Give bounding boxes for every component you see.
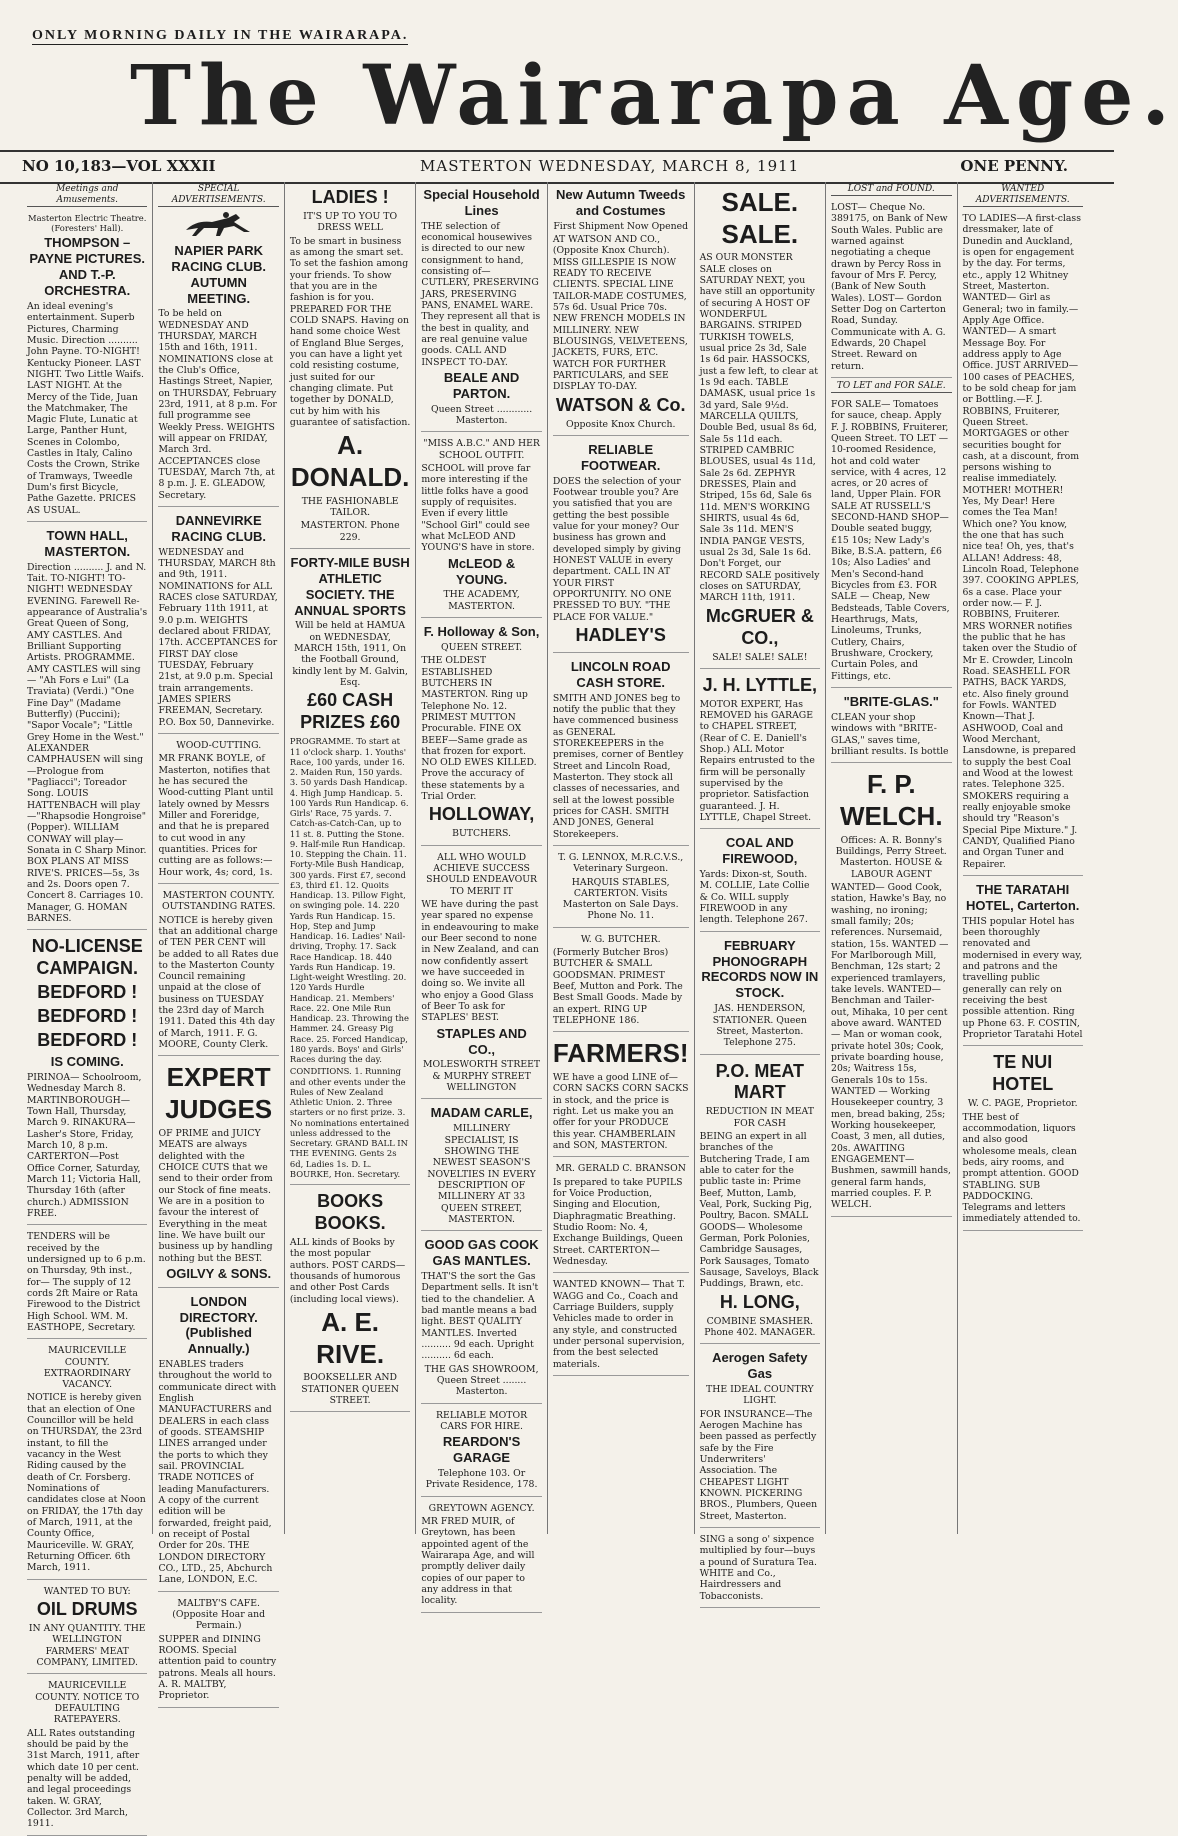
ad-title: FORTY-MILE BUSH ATHLETIC SOCIETY. THE ANNUAL SPORTS [290,554,410,618]
columns [22,182,1088,1830]
ad-body: TENDERS will be received by the undersigned up to 6 p.m. on Thursday, 9th inst., for— The supply of 12 cords 2ft Maire or Rata Firewood to the District High School. WM. M. EASTHOPE, Secretary. [27,1231,146,1333]
ad-gas-mantles [421,1234,541,1403]
ad-title: THOMPSON – PAYNE PICTURES. AND T.-P. ORCHESTRA. [29,235,146,299]
ad-title: REARDON'S GARAGE [442,1434,521,1466]
ad-heading: GREYTOWN AGENCY. [428,1502,535,1514]
ad-heading: MALTBY'S CAFE. (Opposite Hoar and Permain.) [172,1597,266,1632]
ad-body: LOST— Cheque No. 389175, on Bank of New South Wales. Public are warned against negotiating a cheque drawn by Percy Ross in favour of Mrs F. Percy, (Bank of New South Wales). LOST— Gordon Setter Dog on Carterton Road, Sunday. Communicate with A. G. Edwards, 20 Chapel Street. Reward on return. [831,201,948,372]
ad-body: DOES the selection of your Footwear trouble you? Are you satisfied that you are getting the best possible value for your money? Our business has grown and developed simply by giving HONEST VALUE in every department. CALL IN AT YOUR FIRST OPPORTUNITY. NO ONE PRESSED TO BUY. "THE PLACE FOR VALUE." [552,475,681,623]
ad-lincoln-road-store [553,656,689,846]
ad-wood-cutting [158,737,278,884]
ad-title: Special Household Lines [423,187,540,218]
ad-dannevirke-racing [158,510,278,734]
dateline [0,150,1114,184]
ad-to-let [831,396,951,688]
ad-body: WANTED— Good Cook, station, Hawke's Bay, no washing, no ironing; small family; 20s; references. Nursemaid, station, 15s. WANTED — For Marlborough Mill, Benchman, 12s start; 2 experienced tramlayers, take levels. WANTED— Benchman and Tailer-out, Mihaka, 10 per cent above award. WANTED — Man or woman cook, private hotel 30s; Cook, private boarding house, 20s; Waitress 15s, Generals 10s to 15s. WANTED — Working Housekeeper country, 3 men, bread baking, 25s; Working housekeeper, Coast, 3 men, all duties, 20s. AWAITING ENGAGEMENT— Bushmen, sawmill hands, general farm hands, married couples. F. P. WELCH. [831,881,951,1211]
ad-address: Opposite Knox Church. [565,418,676,430]
ad-body: FOR INSURANCE—The Aerogen Machine has been passed as perfectly safe by the Fire Underwriters' Association. The CHEAPEST LIGHT KNOWN. PICKERING BROS., Plumbers, Queen Street, Masterton. [699,1408,818,1522]
ad-wagg [553,1276,689,1376]
ad-oil-drums [27,1583,147,1675]
ad-body: SCHOOL will prove far more interesting if the little folks have a good supply of requisites. Even if every little "School Girl" could see what McLEOD AND YOUNG'S have in store. [421,463,535,554]
ad-heading: T. G. LENNOX, M.R.C.V.S., Veterinary Surgeon. [558,851,684,875]
column-1 [22,182,153,1830]
ad-signature: WATSON & Co. [555,394,686,415]
ad-body: NOTICE is hereby given that an election of One Councillor will be held on THURSDAY, the 23rd instant, to fill the vacancy in the West Riding caused by the death of Cr. Forsberg. Nominations of candidates close at Noon on FRIDAY, the 17th day of March, 1911, at the County Office, Mauriceville. W. GRAY, Returning Officer. 6th March, 1911. [27,1392,146,1574]
section-heading: Meetings and Amusements. [27,184,147,207]
ad-heading: RELIABLE MOTOR CARS FOR HIRE. [436,1409,528,1432]
ad-heading: W. G. BUTCHER. [580,933,661,945]
ad-body: THAT'S the sort the Gas Department sells. It isn't tied to the chandelier. A bad mantle means a bad light. BEST QUALITY MANTLES. Inverted .......... 9d each. Upright .......... 6d each. [421,1270,539,1362]
ad-title: RELIABLE FOOTWEAR. [580,441,661,473]
ad-napier-racing [158,240,278,507]
ad-phonograph [700,935,820,1055]
ad-body: ENABLES traders throughout the world to communicate direct with English MANUFACTURERS and DEALERS in each class of goods. STEAMSHIP LINES arranged under the ports to which they sail. PROVINCIAL TRADE NOTICES of leading Manufacturers. A copy of the current edition will be forwarded, freight paid, on receipt of Postal Order for 20s. THE LONDON DIRECTORY CO., LTD., 25, Abchurch Lane, LONDON, E.C. [158,1359,277,1586]
ad-signature: BEALE AND PARTON. [443,369,520,401]
ad-heading: MASTERTON COUNTY. OUTSTANDING RATES. [161,889,276,913]
ad-body: WE have during the past year spared no expense in endeavouring to make our Beer second to none in New Zealand, and can now confidently assert we have succeeded in doing so. We invite all who enjoy a Good Glass of Beer To ask for STAPLES' BEST. [421,899,539,1024]
ad-title: COAL AND FIREWOOD, [722,835,798,867]
racehorse-illustration [180,210,258,238]
ad-address: MOLESWORTH STREET & MURPHY STREET WELLINGTON [423,1059,541,1094]
column-7 [826,182,957,1534]
ad-subtitle: REDUCTION IN MEAT FOR CASH [705,1106,814,1129]
ad-madam-carle [421,1102,541,1231]
ad-tail: SALE! SALE! SALE! [712,651,808,663]
ad-town-hall [27,525,147,930]
ad-title: GOOD GAS COOK GAS MANTLES. [424,1237,539,1269]
ad-electric-theatre [27,210,147,522]
ad-body: MR FRANK BOYLE, of Masterton, notifies that he has secured the Wood-cutting Plant until lately owned by Messrs Miller and Foreridge, and that he is prepared to cut wood in any quantities. Prices for cutting are as follows:—Hour work, 4s; cord, 1s. [158,753,274,878]
column-4 [416,182,547,1607]
ad-reliable-footwear [553,439,689,653]
ad-subtitle: First Shipment Now Opened [553,220,689,232]
ad-branson [553,1160,689,1273]
ad-body: MOTOR EXPERT, Has REMOVED his GARAGE to CHAPEL STREET, (Rear of C. E. Daniell's Shop.) ALL Motor Repairs entrusted to the firm will be personally supervised by the proprietor. Satisfaction guaranteed. J. H. LYTTLE, Chapel Street. [699,698,815,824]
masthead-title: The Wairarapa Age. [130,48,1178,144]
ad-title: "BRITE-GLAS." [843,694,939,710]
ad-title: P.O. MEAT MART [715,1060,804,1103]
ad-title: LONDON DIRECTORY. (Published Annually.) [179,1293,258,1357]
ad-title: F. Holloway & Son, [423,624,540,640]
ad-body: IN ANY QUANTITY. THE WELLINGTON FARMERS' MEAT COMPANY, LIMITED. [28,1623,146,1668]
ad-title: BOOKS BOOKS. [314,1191,386,1233]
ad-title: EXPERT JUDGES [165,1062,273,1125]
issue-price: ONE PENNY. [960,157,1068,175]
ad-donald-sub: THE FASHIONABLE TAILOR. [301,495,399,518]
ad-signature: STAPLES AND CO., [436,1025,527,1057]
ad-title: THE TARATAHI HOTEL, Carterton. [966,881,1080,913]
ad-county-rates [158,887,278,1057]
ad-signature: H. LONG, [719,1291,800,1312]
ad-cash-prizes: £60 CASH PRIZES £60 [300,690,401,733]
ad-title: New Autumn Tweeds and Costumes [556,187,686,218]
ad-heading: WANTED TO BUY: [43,1585,131,1597]
ad-signature: HADLEY'S [575,624,666,645]
ad-body: JAS. HENDERSON, STATIONER. Queen Street, Masterton. Telephone 275. [712,1003,807,1049]
ad-rive: A. E. RIVE. [316,1306,385,1369]
ad-forty-mile-sports [290,552,410,1185]
ad-mauriceville-rates [27,1677,147,1835]
ad-is-coming: IS COMING. [50,1054,124,1070]
ad-bedford-2: BEDFORD ! [37,1006,138,1027]
ad-subtitle: W. C. PAGE, Proprietor. [967,1098,1078,1110]
ad-body: Will be held at HAMUA on WEDNESDAY, MARCH 15th, 1911, On the Football Ground, kindly lent by M. Galvin, Esq. [292,620,408,689]
ad-title: NO-LICENSE CAMPAIGN. [31,936,143,979]
ad-title: TOWN HALL, MASTERTON. [44,528,131,559]
ad-programme: PROGRAMME. To start at 11 o'clock sharp. 1. Youths' Race, 100 yards, under 16. 2. Maiden Run, 150 yards. 3. 50 yards Dash Handicap. 4. High Jump Handicap. 5. 100 Yards Run Handicap. 6. Girls' Race, 75 yards. 7. Catch-as-Catch-Can, up to 11 st. 8. Putting the Stone. 9. Half-mile Run Handicap. 10. Stepping the Chain. 11. Forty-Mile Bush Handicap, 300 yards. First £7, second £3, third £1. 12. Quoits Handicap. 13. Pillow Fight, on swinging pole. 14. 220 Yards Run Handicap. 15. Hop, Step and Jump Handicap. 16. Ladies' Nail-driving, Trophy. 17. Sack Race Handicap. 18. 440 Yards Run Handicap. 19. Light-weight Wrestling. 20. 120 Yards Hurdle Handicap. 21. Members' Race. 22. One Mile Run Handicap. 23. Throwing the Hammer. 24. Greasy Pig Race. 25. Forced Handicap, 180 yards. Boys' and Girls' Races during the day. [289,736,409,1064]
ad-autumn-tweeds [553,184,689,436]
ad-heading: MR. GERALD C. BRANSON [555,1163,686,1175]
ad-signature: McGRUER & CO., [705,605,814,648]
ad-body: NOTICE is hereby given that an additional charge of TEN PER CENT will be added to all Rates due to the Masterton County Council remaining unpaid at the close of business on TUESDAY the 23rd day of March 1911. Dated this 4th day of March, 1911. F. G. MOORE, County Clerk. [158,914,279,1051]
ad-aerogen [700,1347,820,1528]
ad-greytown-agency [421,1500,541,1613]
ad-tail: BUTCHERS. [452,828,512,840]
ad-body: SMITH AND JONES beg to notify the public that they have commenced business as GENERAL STOREKEEPERS in the premises, corner of Bentley Street and Lincoln Road, Masterton. They stock all classes of necessaries, and sell at the lowest possible prices for CASH. SMITH AND JONES, General Storekeepers. [552,692,684,840]
ad-body: Is prepared to take PUPILS for Voice Production, Singing and Elocution, Diaphragmatic Breathing. Studio Room: No. 4, Exchange Buildings, Queen Street. CARTERTON—Wednesday. [552,1176,683,1268]
ad-body: Telephone 103. Or Private Residence, 178. [425,1467,538,1491]
ad-staples [421,849,541,1100]
section-heading: LOST and FOUND. [831,184,951,196]
ad-reardon-garage [421,1407,541,1497]
ad-household-lines [421,184,541,432]
ad-address: Queen Street ............ Masterton. [430,403,533,427]
ad-body: An ideal evening's entertainment. Superb Pictures, Charming Music. Direction .......... John Payne. TO-NIGHT! Kentucky Pioneer. LAST NIGHT. Two Little Waifs. LAST NIGHT. At the Mercy of the Tide, Juan the Matchmaker, The Magic Flute, Lunatic at Large, Panther Hunt, Scenes in Colombo, Castles in Italy, Calino Costs the Crown, Strike of Tramways, Tweedle Dum's first Bicycle, Pathe Gazette. PRICES AS USUAL. [27,300,144,516]
ad-title: DANNEVIRKE RACING CLUB. [171,512,266,544]
ad-body: CLEAN your shop windows with "BRITE-GLAS," saves time, brilliant results. Is bottle [831,711,949,757]
ad-maltby-cafe [158,1595,278,1708]
ad-suratura-tea [700,1531,820,1608]
ad-te-nui-hotel [963,1049,1083,1231]
ad-title: NAPIER PARK RACING CLUB. AUTUMN MEETING. [171,242,266,306]
ad-subtitle: THE IDEAL COUNTRY LIGHT. [706,1384,814,1407]
ad-farmers [553,1035,689,1157]
ad-brite-glas [831,691,951,763]
issue-number: NO 10,183—VOL XXXII [22,157,216,175]
ad-body: SUPPER and DINING ROOMS. Special attention paid to country patrons. Meals all hours. A. R. MALTBY, Proprietor. [158,1633,277,1702]
ad-conditions: CONDITIONS. 1. Running and other events under the Rules of New Zealand Athletic Union. 2. Three starters or no first prize. 3. No nominations entertained unless addressed to the Secretary. GRAND BALL IN THE EVENING. Gents 2s 6d, Ladies 1s. D. L. BOURKE, Hon. Secretary. [289,1066,410,1179]
ad-rive-sub: BOOKSELLER AND STATIONER QUEEN STREET. [301,1372,400,1406]
ad-address: THE GAS SHOWROOM, Queen Street ........ Masterton. [424,1363,539,1398]
ad-taratahi-hotel [963,879,1083,1046]
ad-body: TO LADIES—A first-class dressmaker, late of Dunedin and Auckland, is open for engagement by the day. For terms, etc., apply 12 Whitney Street, Masterton. WANTED— Girl as General; two in family.—Apply Age Office. WANTED— A smart Message Boy. For address apply to Age Office. JUST ARRIVED— 100 cases of PEACHES, to be sold cheap for jam or Bottling.—F. J. ROBBINS, Fruiterer, Queen Street. MORTGAGES or other securities bought for cash, at a discount, from persons wishing to realise immediately. MOTHER! MOTHER! Yes, My Dear! Here comes the Tea Man! Which one? You know, the one that has such nice tea! Oh, yes, that's ALLAN! Address: 48, Lincoln Road, Telephone 397. COOKING APPLES, 6s a case. Place your order now.— F. J. ROBBINS, Fruiterer. MRS WORNER notifies the public that he has taken over the Studio of Mr E. Crowder, Lincoln Road. SEASHELL FOR PATHS, BACK YARDS, etc. Also finely ground for Fowls. WANTED Known—That J. ASHWOOD, Coal and Wood Merchant, Lansdowne, is prepared to supply the best Coal and Wood at the lowest rates. Telephone 325. SMOKERS requiring a really enjoyable smoke should try "Reason's Special Pipe Mixture." J. CANDY, Qualified Piano and Organ Tuner and Repairer. [962,212,1081,870]
ad-subtitle: QUEEN STREET. [441,641,523,653]
ad-body: FOR SALE— Tomatoes for sauce, cheap. Apply F. J. ROBBINS, Fruiterer, Queen Street. TO LET — 10-roomed Residence, hot and cold water service, with 4 acres, 12 acres, or 20 acres of land, Upper Plain. FOR SALE AT RUSSELL'S SECOND-HAND SHOP— Double seated buggy, £15 10s; New Lady's Bike, B.S.A. pattern, £6 10s; Also Ladies' and Men's Second-hand Bicycles from £3. FOR SALE — Cheap, New Bedsteads, Table Covers, Hearthrugs, Mats, Linoleums, Trunks, Cutlery, Chairs, Brushware, Crockery, Curtain Poles, and Fittings, etc. [831,398,950,682]
ad-tenders [27,1228,147,1339]
column-2 [153,182,284,1702]
ad-school-outfit [421,435,541,618]
ad-body: (Formerly Butcher Bros) BUTCHER & SMALL GOODSMAN. PRIMEST Beef, Mutton and Pork. The Best Small Goods. Made by an expert. RING UP TELEPHONE 186. [552,947,683,1027]
ad-coal-firewood [700,832,820,931]
ad-heading: ALL WHO WOULD ACHIEVE SUCCESS SHOULD ENDEAVOUR TO MERIT IT [426,851,538,897]
tagline: ONLY MORNING DAILY IN THE WAIRARAPA. [32,28,409,43]
ad-title: SALE. SALE. [721,187,799,249]
column-8 [958,182,1088,1534]
ad-title: F. P. WELCH. [840,769,943,831]
section-heading: SPECIAL ADVERTISEMENTS. [158,184,278,207]
ad-heading: MAURICEVILLE COUNTY. EXTRAORDINARY VACANCY. [43,1345,131,1391]
ad-ladies [290,184,410,549]
ad-body: ALL Rates outstanding should be paid by the 31st March, 1911, after which date 10 per cent. penalty will be added, and legal proceedings taken. W. GRAY, Collector. 3rd March, 1911. [27,1727,140,1830]
ad-heading: Masterton Electric Theatre. (Foresters' Hall). [28,212,147,234]
ad-title: TE NUI HOTEL [992,1052,1054,1095]
ad-wanted [963,210,1083,876]
ad-title: MADAM CARLE, [430,1105,533,1121]
ad-body: To be smart in business as among the smart set. To set the fashion among your friends. To show that you are in the fashion is for you. PREPARED FOR THE COLD SNAPS. Having on hand some choice West of England Blue Serges, you can have a light yet cold resisting costume, just suited for our changing climate. Put together by DONALD, cut by him with his guarantee of satisfaction. [289,235,411,428]
ad-subtitle: IT'S UP TO YOU TO DRESS WELL [303,210,398,234]
section-heading: WANTED ADVERTISEMENTS. [963,184,1083,207]
ad-london-directory [158,1291,278,1592]
ad-body: Direction .......... J. and N. Tait. TO-NIGHT! TO-NIGHT! WEDNESDAY EVENING. Farewell Re-appearance of Australia's Great Queen of Song, AMY CASTLES. And Brilliant Supporting Artists. PROGRAMME. AMY CASTLES will sing— "Ah Fors e Lui" (La Traviata) (Verdi.) "One Fine Day" (Madame Butterfly) (Puccini); "Sapor Vocale"; "Little Grey Home in the West." ALEXANDER CAMPHAUSEN will sing—Prologue from "Pagliacci"; Toreador Song. LOUIS HATTENBACH will play—"Rhapsodie Hongroise" (Popper). WILLIAM CONWAY will play—Sonata in C Sharp Minor. BOX PLANS AT MISS RIVE'S. PRICES—5s, 3s and 2s. Doors open 7. Concert 8. Carriages 10. Manager, G. HOMAN BARNES. [27,561,148,924]
section-heading: TO LET and FOR SALE. [831,381,951,393]
ad-bedford-3: BEDFORD ! [37,1030,138,1051]
ad-body: To be held on WEDNESDAY AND THURSDAY, MARCH 15th and 16th, 1911. NOMINATIONS close at the Club's Office, Hastings Street, Napier, on THURSDAY, February 23rd, 1911, at 8 p.m. For full programme see Weekly Press. WEIGHTS will appear on FRIDAY, March 3rd. ACCEPTANCES close TUESDAY, March 7th, at 8 p.m. J. E. GLEADOW, Secretary. [158,308,277,501]
ad-holloway [421,621,541,846]
ad-title: LADIES ! [311,187,389,207]
ad-body: AS OUR MONSTER SALE closes on SATURDAY NEXT, you have still an opportunity of securing A HOST OF WONDERFUL BARGAINS. STRIPED TURKISH TOWELS, usual price 2s 3d, Sale 1s 6d pair. HASSOCKS, just a few left, to clear at 1s 9d each. TABLE DAMASK, usual price 1s 3d yard, Sale 9½d. MARCELLA QUILTS, Double Bed, usual 8s 6d, Sale 5s 11d each. STRIPED CAMBRIC BLOUSES, usual 4s 11d, Sale 2s 6d. ZEPHYR DRESSES, Plain and Striped, 15s 6d, Sale 6s 11d. MEN'S WORKING SHIRTS, usual 4s 6d, Sale 3s 11d. MEN'S INDIA PANGE VESTS, usual 2s 3d, Sale 1s 6d. Don't Forget, our RECORD SALE positively closes on SATURDAY, MARCH 11th, 1911. [699,252,820,604]
ad-body: WE have a good LINE of— CORN SACKS CORN SACKS in stock, and the price is right. Let us make you an offer for your PRODUCE this year. CHAMBERLAIN and SON, MASTERTON. [552,1072,689,1152]
ad-title: Aerogen Safety Gas [712,1350,808,1382]
ad-body: THE OLDEST ESTABLISHED BUTCHERS IN MASTERTON. Ring up Telephone No. 12. PRIMEST MUTTON Procurable. FINE OX BEEF—Same grade as that frozen for export. NO OLD EWES KILLED. Prove the accuracy of these statements by a Trial Order. [421,655,537,803]
ad-title: J. H. LYTTLE, [702,674,817,695]
issue-date: MASTERTON WEDNESDAY, MARCH 8, 1911 [420,157,800,175]
ad-body: HARQUIS STABLES, CARTERTON. Visits Masterton on Sale Days. Phone No. 11. [562,876,679,922]
column-6 [695,182,826,1602]
ad-mauriceville-vacancy [27,1342,147,1580]
ad-body: THE best of accommodation, liquors and also good wholesome meals, clean beds, airy rooms, and prompt attention. GOOD STABLING. SUB PADDOCKING. Telegrams and letters immediately attended to. [962,1111,1081,1225]
ad-body: Yards: Dixon-st, South. M. COLLIE, Late Collie & Co. WILL supply FIREWOOD in any length. Telephone 267. [699,869,810,926]
ad-body: WANTED KNOWN— That T. WAGG and Co., Coach and Carriage Builders, supply Vehicles made to order in any style, and constructed under personal supervision, from the best selected materials. [552,1279,686,1370]
ad-title: LINCOLN ROAD CASH STORE. [570,658,671,690]
ad-expert-judges [158,1059,278,1287]
column-3 [285,182,416,1534]
ad-signature: McLEOD & YOUNG. [448,555,516,587]
ad-butcher [553,931,689,1033]
ad-bedford-1: BEDFORD ! [37,982,138,1003]
ad-body: WEDNESDAY and THURSDAY, MARCH 8th and 9th, 1911. NOMINATIONS for ALL RACES close SATURDAY, February 11th 1911, at 9.0 p.m. WEIGHTS declared about FRIDAY, 17th. ACCEPTANCES for FIRST DAY close TUESDAY, February 21st, at 9.0 p.m. Special train arrangements. JAMES SPIERS FREEMAN, Secretary. P.O. Box 50, Dannevirke. [158,546,278,728]
ad-address: THE ACADEMY, MASTERTON. [443,589,520,612]
ad-no-license [27,933,147,1225]
ad-books [290,1188,410,1412]
column-5 [548,182,695,1534]
ad-body: SING a song o' sixpence multiplied by four—buys a pound of Suratura Tea. WHITE and Co., Hairdressers and Tobacconists. [699,1533,818,1602]
ad-signature: HOLLOWAY, [428,804,535,825]
ad-lost [831,199,951,378]
ad-sale [700,184,820,669]
ad-subtitle: Offices: A. R. Bonny's Buildings, Perry Street. Masterton. HOUSE & LABOUR AGENT [835,834,947,880]
ad-signature: OGILVY & SONS. [166,1265,272,1281]
ad-body: PIRINOA— Schoolroom, Wednesday March 8. MARTINBOROUGH— Town Hall, Thursday, March 9. RINAKURA— Lasher's Store, Friday, March 10, 8 p.m. CARTERTON—Post Office Corner, Saturday, March 11; Victoria Hall, Thursday 16th (after church.) ADMISSION FREE. [27,1071,142,1219]
ad-heading: WOOD-CUTTING. [176,739,262,751]
ad-donald: A. DONALD. [290,430,410,492]
ad-donald-addr: MASTERTON. Phone 229. [300,520,400,543]
ad-tail: COMBINE SMASHER. Phone 402. MANAGER. [704,1315,816,1338]
ad-body: OF PRIME and JUICY MEATS are always delighted with the CHOICE CUTS that we send to their order from our Stock of fine meats. We are in a position to favour the interest of Everything in the meat line. We have built our business up by handling nothing but the BEST. [158,1127,273,1264]
ad-lennox-vet [553,849,689,928]
ad-body: THE selection of economical housewives is directed to our new consignment to hand, consisting of— CUTLERY, PRESERVING JARS, PRESERVING PANS, ENAMEL WARE. They represent all that is the best in quality, and are real genuine value goods. CALL AND INSPECT TO-DAY. [421,220,541,368]
ad-welch [831,766,951,1216]
ad-body: AT WATSON AND CO., (Opposite Knox Church). MISS GILLESPIE IS NOW READY TO RECEIVE CLIENTS. SPECIAL LINE TAILOR-MADE COSTUMES, 57s 6d. Usual Price 70s. NEW FRENCH MODELS IN MILLINERY. NEW BLOUSINGS, VELVETEENS, JACKETS, FURS, ETC. WATCH FOR FURTHER PARTICULARS, and SEE DISPLAY TO-DAY. [552,234,688,393]
ad-heading: MAURICEVILLE COUNTY. NOTICE TO DEFAULTING RATEPAYERS. [35,1680,140,1726]
ad-meat-mart [700,1058,820,1345]
ad-title: FARMERS! [552,1038,689,1069]
ad-body: MILLINERY SPECIALIST, IS SHOWING THE NEWEST SEASON'S NOVELTIES IN EVERY DESCRIPTION OF MILLINERY AT 33 QUEEN STREET, MASTERTON. [427,1123,536,1225]
ad-body: MR FRED MUIR, of Greytown, has been appointed agent of the Wairarapa Age, and will promptly deliver daily copies of our paper to any address in that locality. [421,1515,535,1607]
ad-title: FEBRUARY PHONOGRAPH RECORDS NOW IN STOCK. [701,937,819,1001]
ad-body: THIS popular Hotel has been thoroughly renovated and modernised in every way, and patrons and the travelling public generally can rely on receiving the best possible attention. Ring up Phone 63. F. COSTIN, Proprietor Taratahi Hotel [962,915,1083,1040]
ad-body: ALL kinds of Books by the most popular authors. POST CARDS—thousands of humorous and other Post Cards (including local views). [289,1236,406,1305]
ad-body: BEING an expert in all branches of the Butchering Trade, I am able to cater for the public taste in: Prime Beef, Mutton, Lamb, Veal, Pork, Sucking Pig, Poultry, Bacon. SMALL GOODS— Wholesome German, Pork Polonies, Cambridge Sausages, Pork Sausages, Tomato Sausage, Saveloys, Black Puddings, Brawn, etc. [699,1131,819,1290]
ad-lyttle-motor [700,672,820,830]
ad-title: OIL DRUMS [36,1599,138,1620]
ad-heading: "MISS A.B.C." AND HER SCHOOL OUTFIT. [423,438,540,461]
